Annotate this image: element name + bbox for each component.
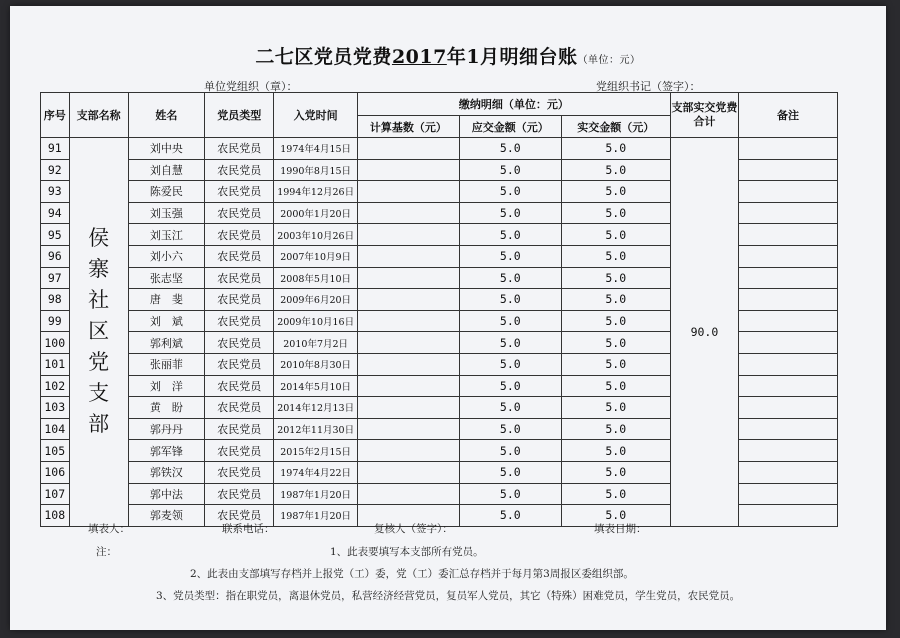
row-paid-amount: 5.0	[561, 310, 670, 332]
row-member-type: 农民党员	[205, 440, 274, 462]
phone-label: 联系电话：	[222, 523, 275, 535]
row-name: 郭利斌	[128, 332, 204, 354]
row-base-amount	[357, 267, 459, 289]
row-join-date: 1994年12月26日	[274, 181, 358, 203]
row-seq: 96	[41, 245, 70, 267]
row-base-amount	[357, 397, 459, 419]
note-1: 1、此表要填写本支部所有党员。	[330, 546, 484, 558]
note-2: 2、此表由支部填写存档并上报党（工）委，党（工）委汇总存档并于每月第3周报区委组织部。	[190, 568, 634, 580]
row-paid-amount: 5.0	[561, 138, 670, 160]
header-name: 姓名	[128, 93, 204, 138]
table-row	[41, 138, 838, 160]
row-remark	[739, 267, 838, 289]
row-base-amount	[357, 483, 459, 505]
row-member-type: 农民党员	[205, 138, 274, 160]
row-join-date: 2009年10月16日	[274, 310, 358, 332]
row-due-amount: 5.0	[459, 332, 561, 354]
row-due-amount: 5.0	[459, 418, 561, 440]
row-paid-amount: 5.0	[561, 440, 670, 462]
row-member-type: 农民党员	[205, 245, 274, 267]
ledger-body	[41, 138, 838, 527]
row-name: 郭丹丹	[128, 418, 204, 440]
row-due-amount: 5.0	[459, 138, 561, 160]
row-member-type: 农民党员	[205, 397, 274, 419]
row-remark	[739, 245, 838, 267]
row-base-amount	[357, 138, 459, 160]
secretary-label: 党组织书记（签字）：	[596, 80, 701, 93]
row-member-type: 农民党员	[205, 267, 274, 289]
row-paid-amount: 5.0	[561, 397, 670, 419]
row-paid-amount: 5.0	[561, 202, 670, 224]
row-seq: 106	[41, 461, 70, 483]
row-paid-amount: 5.0	[561, 505, 670, 527]
row-member-type: 农民党员	[205, 310, 274, 332]
row-base-amount	[357, 289, 459, 311]
branch-total: 90.0	[670, 138, 738, 527]
row-name: 张志坚	[128, 267, 204, 289]
row-due-amount: 5.0	[459, 181, 561, 203]
row-join-date: 2015年2月15日	[274, 440, 358, 462]
row-due-amount: 5.0	[459, 505, 561, 527]
row-due-amount: 5.0	[459, 375, 561, 397]
row-paid-amount: 5.0	[561, 181, 670, 203]
row-name: 刘 洋	[128, 375, 204, 397]
row-join-date: 1990年8月15日	[274, 159, 358, 181]
row-remark	[739, 505, 838, 527]
row-base-amount	[357, 245, 459, 267]
row-join-date: 2009年6月20日	[274, 289, 358, 311]
row-name: 郭麦领	[128, 505, 204, 527]
header-remark: 备注	[739, 93, 838, 138]
header-type: 党员类型	[205, 93, 274, 138]
row-due-amount: 5.0	[459, 353, 561, 375]
row-remark	[739, 202, 838, 224]
row-remark	[739, 375, 838, 397]
row-member-type: 农民党员	[205, 461, 274, 483]
row-join-date: 2014年5月10日	[274, 375, 358, 397]
title-year: 2017	[391, 46, 447, 68]
row-seq: 107	[41, 483, 70, 505]
row-seq: 99	[41, 310, 70, 332]
row-seq: 92	[41, 159, 70, 181]
row-join-date: 2007年10月9日	[274, 245, 358, 267]
row-paid-amount: 5.0	[561, 159, 670, 181]
row-paid-amount: 5.0	[561, 418, 670, 440]
row-due-amount: 5.0	[459, 245, 561, 267]
row-name: 张丽菲	[128, 353, 204, 375]
reviewer-label: 复核人（签字）：	[374, 523, 453, 535]
row-name: 刘自慧	[128, 159, 204, 181]
row-name: 郭军锋	[128, 440, 204, 462]
row-seq: 101	[41, 353, 70, 375]
row-member-type: 农民党员	[205, 353, 274, 375]
row-paid-amount: 5.0	[561, 353, 670, 375]
row-remark	[739, 224, 838, 246]
row-remark	[739, 353, 838, 375]
row-remark	[739, 483, 838, 505]
row-base-amount	[357, 375, 459, 397]
row-seq: 103	[41, 397, 70, 419]
row-due-amount: 5.0	[459, 289, 561, 311]
row-member-type: 农民党员	[205, 159, 274, 181]
row-join-date: 1987年1月20日	[274, 483, 358, 505]
row-paid-amount: 5.0	[561, 332, 670, 354]
row-base-amount	[357, 353, 459, 375]
header-join: 入党时间	[274, 93, 358, 138]
row-member-type: 农民党员	[205, 332, 274, 354]
row-seq: 108	[41, 505, 70, 527]
row-name: 黄 盼	[128, 397, 204, 419]
row-base-amount	[357, 181, 459, 203]
row-name: 唐 斐	[128, 289, 204, 311]
row-due-amount: 5.0	[459, 310, 561, 332]
row-base-amount	[357, 310, 459, 332]
row-due-amount: 5.0	[459, 159, 561, 181]
row-seq: 91	[41, 138, 70, 160]
row-remark	[739, 418, 838, 440]
row-paid-amount: 5.0	[561, 289, 670, 311]
row-name: 郭铁汉	[128, 461, 204, 483]
row-due-amount: 5.0	[459, 483, 561, 505]
row-seq: 97	[41, 267, 70, 289]
row-member-type: 农民党员	[205, 224, 274, 246]
row-join-date: 1974年4月15日	[274, 138, 358, 160]
row-due-amount: 5.0	[459, 267, 561, 289]
row-seq: 100	[41, 332, 70, 354]
row-join-date: 2010年8月30日	[274, 353, 358, 375]
row-base-amount	[357, 202, 459, 224]
page-title	[10, 42, 886, 69]
title-unit: （单位：元）	[577, 55, 641, 66]
header-branch: 支部名称	[69, 93, 128, 138]
row-paid-amount: 5.0	[561, 245, 670, 267]
row-remark	[739, 461, 838, 483]
unit-org-label: 单位党组织（章）：	[204, 80, 298, 93]
row-base-amount	[357, 440, 459, 462]
row-join-date: 1987年1月20日	[274, 505, 358, 527]
header-seq: 序号	[41, 93, 70, 138]
row-member-type: 农民党员	[205, 483, 274, 505]
row-join-date: 1974年4月22日	[274, 461, 358, 483]
row-seq: 104	[41, 418, 70, 440]
title-prefix: 二七区党员党费	[255, 46, 392, 68]
row-join-date: 2003年10月26日	[274, 224, 358, 246]
row-join-date: 2010年7月2日	[274, 332, 358, 354]
header-total: 支部实交党费合计	[670, 93, 738, 138]
row-name: 陈爱民	[128, 181, 204, 203]
row-base-amount	[357, 159, 459, 181]
row-remark	[739, 332, 838, 354]
row-due-amount: 5.0	[459, 461, 561, 483]
row-paid-amount: 5.0	[561, 224, 670, 246]
row-seq: 94	[41, 202, 70, 224]
row-due-amount: 5.0	[459, 397, 561, 419]
row-member-type: 农民党员	[205, 418, 274, 440]
row-name: 刘 斌	[128, 310, 204, 332]
header-detail: 缴纳明细（单位：元）	[357, 93, 670, 116]
row-base-amount	[357, 461, 459, 483]
row-base-amount	[357, 332, 459, 354]
row-paid-amount: 5.0	[561, 375, 670, 397]
row-name: 刘小六	[128, 245, 204, 267]
row-seq: 95	[41, 224, 70, 246]
row-remark	[739, 440, 838, 462]
title-suffix: 年1月明细台账	[446, 46, 578, 68]
note-3: 3、党员类型：指在职党员，离退休党员，私营经济经营党员，复员军人党员，其它（特殊）困难党员，学生党员，农民党员。	[156, 590, 741, 602]
row-remark	[739, 289, 838, 311]
row-name: 刘玉强	[128, 202, 204, 224]
branch-name: 侯寨社区党支部	[88, 226, 110, 437]
header-paid: 实交金额（元）	[561, 116, 670, 138]
row-seq: 105	[41, 440, 70, 462]
row-member-type: 农民党员	[205, 181, 274, 203]
row-base-amount	[357, 224, 459, 246]
row-seq: 102	[41, 375, 70, 397]
row-paid-amount: 5.0	[561, 461, 670, 483]
row-member-type: 农民党员	[205, 202, 274, 224]
fill-date-label: 填表日期：	[594, 523, 647, 535]
row-join-date: 2008年5月10日	[274, 267, 358, 289]
row-paid-amount: 5.0	[561, 483, 670, 505]
row-seq: 93	[41, 181, 70, 203]
note-label: 注：	[96, 546, 117, 558]
row-name: 郭中法	[128, 483, 204, 505]
row-paid-amount: 5.0	[561, 267, 670, 289]
row-join-date: 2012年11月30日	[274, 418, 358, 440]
row-member-type: 农民党员	[205, 505, 274, 527]
header-due: 应交金额（元）	[459, 116, 561, 138]
row-join-date: 2000年1月20日	[274, 202, 358, 224]
header-base: 计算基数（元）	[357, 116, 459, 138]
row-due-amount: 5.0	[459, 440, 561, 462]
row-seq: 98	[41, 289, 70, 311]
row-due-amount: 5.0	[459, 202, 561, 224]
row-member-type: 农民党员	[205, 289, 274, 311]
ledger-table	[40, 92, 838, 527]
row-join-date: 2014年12月13日	[274, 397, 358, 419]
row-remark	[739, 159, 838, 181]
row-member-type: 农民党员	[205, 375, 274, 397]
row-remark	[739, 138, 838, 160]
row-name: 刘中央	[128, 138, 204, 160]
row-base-amount	[357, 418, 459, 440]
row-due-amount: 5.0	[459, 224, 561, 246]
row-remark	[739, 181, 838, 203]
row-remark	[739, 310, 838, 332]
row-remark	[739, 397, 838, 419]
row-name: 刘玉江	[128, 224, 204, 246]
branch-name-cell	[69, 138, 128, 527]
filler-label: 填表人：	[88, 523, 130, 535]
